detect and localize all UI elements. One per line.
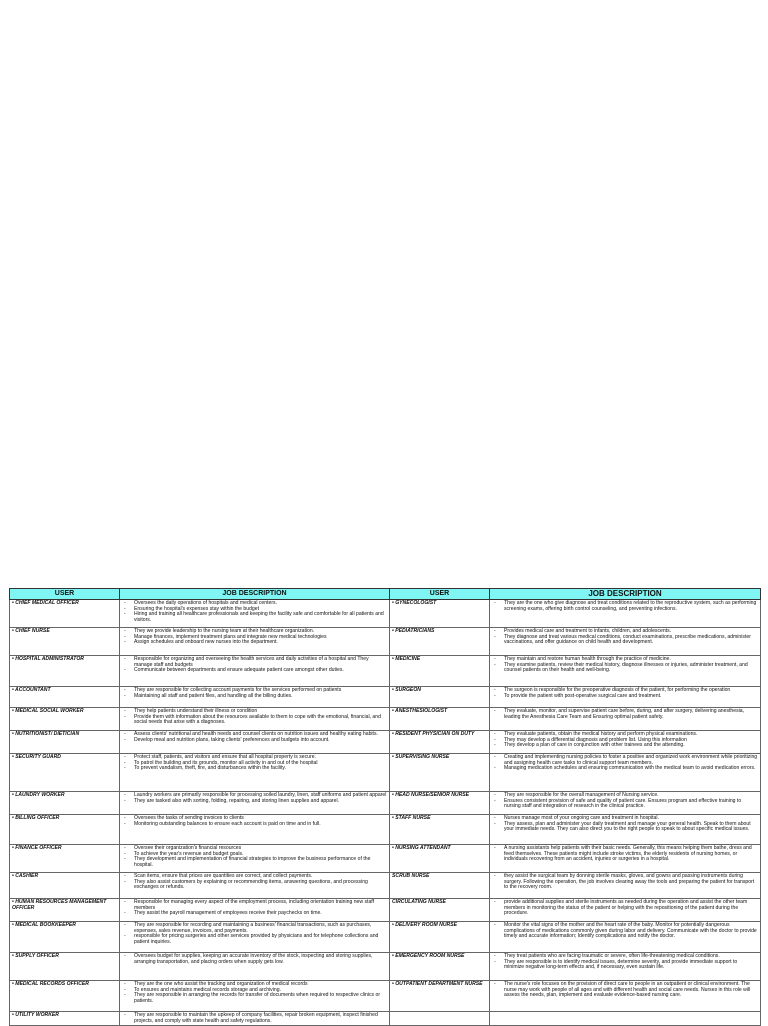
description-item: - Develop meal and nutrition plans, taking clients' preferences and budgets into account. bbox=[130, 738, 387, 744]
description-item: - They are the one who assist the tracking and organization of medical records bbox=[130, 982, 387, 988]
role-name: • CHIEF NURSE bbox=[10, 628, 120, 656]
job-description-cell bbox=[120, 731, 390, 754]
description-item: - They maintain and restore human health through the practice of medicine. bbox=[500, 657, 758, 663]
description-item: - Monitor the vital signs of the mother and the heart rate of the baby. Monitor for potentially dangerous complications of medications commonly given during labor and delivery. Communicate with the doctor to provide timely and accurate information; Identify complications and notify the doctor. bbox=[500, 923, 758, 940]
description-item: - They development and implementation of financial strategies to improve the business performance of the hospital. bbox=[130, 857, 387, 868]
description-item: - To achieve the year's revenue and budget goals. bbox=[130, 852, 387, 858]
job-description-cell bbox=[120, 687, 390, 708]
job-description-cell bbox=[490, 656, 761, 687]
table-row bbox=[10, 899, 761, 922]
table-row bbox=[10, 708, 761, 731]
job-description-cell bbox=[490, 845, 761, 873]
description-item: - They are responsible for the overall management of Nursing service. bbox=[500, 793, 758, 799]
description-item: - Managing medication schedules and ensuring communication with the medical team to avoid medication errors. bbox=[500, 766, 758, 772]
job-description-cell bbox=[490, 792, 761, 815]
table-row bbox=[10, 953, 761, 981]
description-list bbox=[492, 923, 758, 940]
table-row bbox=[10, 815, 761, 845]
header-job-description-2: JOB DESCRIPTION bbox=[490, 589, 761, 600]
description-item: - They are responsible in arranging the records for transfer of documents when required to respective clinics or patients. bbox=[130, 993, 387, 1004]
description-item: - Creating and implementing nursing policies to foster a positive and organized work environment while prioritizing and assigning health care tasks to clinical support team members. bbox=[500, 755, 758, 766]
description-item: - They assess, plan and administer your daily treatment and manage your general health. Speak to them about your immediate needs. They can also direct you to the right people to speak to about specific medical issues. bbox=[500, 822, 758, 833]
description-list bbox=[492, 709, 758, 720]
role-name: • RESIDENT PHYSICIAN ON DUTY bbox=[390, 731, 490, 754]
role-name: • HUMAN RESOURCES MANAGEMENT OFFICER bbox=[10, 899, 120, 922]
description-list bbox=[492, 657, 758, 674]
description-list bbox=[492, 601, 758, 612]
role-name: • EMERGENCY ROOM NURSE bbox=[390, 953, 490, 981]
role-name: • DELIVERY ROOM NURSE bbox=[390, 922, 490, 953]
description-item: - To provide the patient with post-operative surgical care and treatment. bbox=[500, 694, 758, 700]
description-list bbox=[492, 688, 758, 699]
job-description-cell bbox=[490, 708, 761, 731]
description-item: - Communicate between departments and ensure adequate patient care amongst other duties. bbox=[130, 668, 387, 674]
job-description-cell bbox=[120, 754, 390, 792]
description-list bbox=[492, 755, 758, 772]
description-list bbox=[492, 629, 758, 646]
description-item: - they assist the surgical team by donning sterile masks, gloves, and gowns and passing instruments during surgery. Following the operation, the job involves clearing away the tools and preparing the patient for transport to the recovery room. bbox=[500, 874, 758, 891]
description-item: - Oversees budget for supplies, keeping an accurate inventory of the stock, inspecting and storing supplies, arranging transportation, and placing orders when supply gets low. bbox=[130, 954, 387, 965]
description-list bbox=[122, 709, 387, 726]
job-description-cell bbox=[120, 815, 390, 845]
job-description-cell bbox=[490, 731, 761, 754]
description-item: - They treat patients who are facing traumatic or severe, often life-threatening medical conditions. bbox=[500, 954, 758, 960]
table-row bbox=[10, 981, 761, 1012]
job-description-cell bbox=[120, 922, 390, 953]
job-description-cell bbox=[120, 600, 390, 628]
role-name: • BILLING OFFICER bbox=[10, 815, 120, 845]
description-list bbox=[492, 954, 758, 971]
role-name: • MEDICINE bbox=[390, 656, 490, 687]
header-user: USER bbox=[10, 589, 120, 600]
job-description-table bbox=[9, 588, 761, 1026]
description-item: - To prevent vandalism, theft, fire, and disturbances within the facility. bbox=[130, 766, 387, 772]
description-item: - Scan items, ensure that prices are quantities are correct, and collect payments. bbox=[130, 874, 387, 880]
description-item: - To patrol the building and its grounds, monitor all activity in and out of the hospital bbox=[130, 761, 387, 767]
description-list bbox=[122, 900, 387, 917]
description-item: - They evaluate, monitor, and supervise patient care before, during, and after surgery, delivering anesthesia, leading the Anesthesia Care Team and Ensuring optimal patient safety. bbox=[500, 709, 758, 720]
description-item: - They evaluate patients, obtain the medical history and perform physical examinations. bbox=[500, 732, 758, 738]
description-item: - Oversees the daily operations of hospitals and medical centers. bbox=[130, 601, 387, 607]
description-item: - A nursing assistants help patients with their basic needs. Generally, this means helping them bathe, dress and feed themselves. These patients might include stroke victims, the elderly residents of nursing homes, or individuals recovering from an accident, injuries or surgeries in a hospital. bbox=[500, 846, 758, 863]
description-item: - They are tasked also with sorting, folding, repairing, and storing linen supplies and apparel. bbox=[130, 799, 387, 805]
job-description-cell bbox=[490, 754, 761, 792]
role-name: • STAFF NURSE bbox=[390, 815, 490, 845]
description-item: - The surgeon is responsible for the preoperative diagnosis of the patient, for performing the operation bbox=[500, 688, 758, 694]
description-item: - Manage finances, implement treatment plans and integrate new medical technologies bbox=[130, 635, 387, 641]
description-item: - They diagnose and treat various medical conditions, conduct examinations, prescribe medications, administer vaccinations, and offer guidance on child health and development. bbox=[500, 635, 758, 646]
table-row bbox=[10, 845, 761, 873]
description-item: - Protect staff, patients, and visitors and ensure that all hospital property is secure. bbox=[130, 755, 387, 761]
description-item: - Provide them with information about the resources available to them to cope with the emotional, financial, and social needs that arise with a diagnoses. bbox=[130, 715, 387, 726]
description-item: - Maintaining all staff and patient files, and handling all the billing duties. bbox=[130, 694, 387, 700]
job-description-cell bbox=[120, 873, 390, 899]
description-item: - They develop a plan of care in conjunction with other trainees and the attending. bbox=[500, 743, 758, 749]
role-name: • HEAD NURSE/SENIOR NURSE bbox=[390, 792, 490, 815]
description-item: - Oversees the tasks of sending invoices to clients bbox=[130, 816, 387, 822]
description-item: - They are responsible for collecting account payments for the services performed on patients bbox=[130, 688, 387, 694]
job-description-cell bbox=[490, 899, 761, 922]
description-list bbox=[122, 816, 387, 827]
table-row bbox=[10, 873, 761, 899]
job-description-cell bbox=[120, 792, 390, 815]
role-name: • OUTPATIENT DEPARTMENT NURSE bbox=[390, 981, 490, 1012]
job-description-cell bbox=[490, 981, 761, 1012]
job-description-cell bbox=[490, 628, 761, 656]
description-item: - They examine patients, review their medical history, diagnose illnesses or injuries, administer treatment, and counsel patients on their health and well-being. bbox=[500, 663, 758, 674]
job-description-cell bbox=[120, 981, 390, 1012]
role-name: • SURGEON bbox=[390, 687, 490, 708]
job-description-cell bbox=[120, 953, 390, 981]
description-list bbox=[122, 982, 387, 1004]
description-list bbox=[492, 732, 758, 749]
description-list bbox=[122, 657, 387, 674]
job-description-cell bbox=[490, 873, 761, 899]
role-name: • MEDICAL RECORDS OFFICER bbox=[10, 981, 120, 1012]
job-description-cell bbox=[120, 845, 390, 873]
description-list bbox=[492, 982, 758, 999]
header-job-description: JOB DESCRIPTION bbox=[120, 589, 390, 600]
table-body bbox=[10, 600, 761, 1026]
role-name: • NURSING ATTENDANT bbox=[390, 845, 490, 873]
description-item: - responsible for pricing surgeries and other services provided by physicians and for telephone collections and patient inquiries. bbox=[130, 934, 387, 945]
job-description-cell bbox=[490, 600, 761, 628]
description-item: - provide additional supplies and sterile instruments as needed during the operation and assist the other team members in monitoring the status of the patient or helping with the repositioning of the patient during the procedure. bbox=[500, 900, 758, 917]
table-row bbox=[10, 628, 761, 656]
description-item: - Assign schedules and onboard new nurses into the department. bbox=[130, 640, 387, 646]
role-name: • MEDICAL BOOKKEEPER bbox=[10, 922, 120, 953]
description-list bbox=[122, 601, 387, 623]
description-item: - They are responsible is to identify medical issues, determine severity, and provide immediate support to minimize negative long-term effects and, if necessary, even sustain life. bbox=[500, 960, 758, 971]
description-item: - To ensures and maintains medical records storage and archiving. bbox=[130, 988, 387, 994]
job-description-cell bbox=[490, 922, 761, 953]
table-row bbox=[10, 600, 761, 628]
description-item: - Oversee their organization's financial resources bbox=[130, 846, 387, 852]
description-item: - Hiring and training all healthcare professionals and keeping the facility safe and comfortable for all patients and visitors. bbox=[130, 612, 387, 623]
description-item: - They are responsible for recording and maintaining a business' financial transactions, such as purchases, expenses, sales revenue, invoices, and payments. bbox=[130, 923, 387, 934]
role-name: • LAUNDRY WORKER bbox=[10, 792, 120, 815]
description-list bbox=[122, 1013, 387, 1024]
description-list bbox=[122, 732, 387, 743]
role-name: • ACCOUNTANT bbox=[10, 687, 120, 708]
job-description-cell bbox=[120, 628, 390, 656]
description-list bbox=[492, 900, 758, 917]
table-row bbox=[10, 922, 761, 953]
role-name: • SUPERVISING NURSE bbox=[390, 754, 490, 792]
job-description-cell bbox=[120, 899, 390, 922]
description-list bbox=[122, 923, 387, 945]
job-description-cell bbox=[490, 687, 761, 708]
table-row bbox=[10, 792, 761, 815]
description-item: - Ensures consistent provision of safe and quality of patient care. Ensures program and effective training to nursing staff and integration of research in the clinical practice. bbox=[500, 799, 758, 810]
table-row bbox=[10, 656, 761, 687]
description-item: - They are responsible to maintain the upkeep of company facilities, repair broken equipment, inspect finished projects, and comply with state health and safety regulations. bbox=[130, 1013, 387, 1024]
description-item: - The nurse's role focuses on the provision of direct care to people in an outpatient or clinical environment. The nurse may work with people of all ages and with different health and social care needs. Nurses in this role will assess the needs, plan, implement and evaluate evidence-based nursing care. bbox=[500, 982, 758, 999]
description-list bbox=[122, 846, 387, 868]
description-item: - Monitoring outstanding balances to ensure each account is paid on time and in full. bbox=[130, 822, 387, 828]
description-item: - Nurses manage most of your ongoing care and treatment in hospital. bbox=[500, 816, 758, 822]
description-list bbox=[492, 793, 758, 810]
description-item: - Responsible for organizing and overseeing the health services and daily activities of a hospital and They manage staff and budgets bbox=[130, 657, 387, 668]
role-name: • SUPPLY OFFICER bbox=[10, 953, 120, 981]
role-name: • CHIEF MEDICAL OFFICER bbox=[10, 600, 120, 628]
role-name: • UTILITY WORKER bbox=[10, 1012, 120, 1026]
description-item: - Laundry workers are primarily responsible for processing soiled laundry, linen, staff uniforms and patient apparel bbox=[130, 793, 387, 799]
description-item: - They help patients understand their illness or condition bbox=[130, 709, 387, 715]
description-item: - Assess clients' nutritional and health needs and counsel clients on nutrition issues and healthy eating habits. bbox=[130, 732, 387, 738]
table-header-row bbox=[10, 589, 761, 600]
job-description-cell bbox=[120, 656, 390, 687]
role-name: • SECURITY GUARD bbox=[10, 754, 120, 792]
job-description-cell bbox=[120, 708, 390, 731]
description-list bbox=[492, 874, 758, 891]
role-name: • ANESTHESIOLOGIST bbox=[390, 708, 490, 731]
table-row bbox=[10, 731, 761, 754]
description-list bbox=[122, 629, 387, 646]
description-item: - They may develop a differential diagnosis and problem list. Using this information bbox=[500, 738, 758, 744]
description-item: - They assist the payroll management of employees receive their paychecks on time. bbox=[130, 911, 387, 917]
role-name: • MEDICAL SOCIAL WORKER bbox=[10, 708, 120, 731]
description-list bbox=[492, 846, 758, 863]
role-name: • PEDIATRICIANS bbox=[390, 628, 490, 656]
table-row bbox=[10, 754, 761, 792]
job-description-cell bbox=[490, 815, 761, 845]
header-user-2: USER bbox=[390, 589, 490, 600]
description-list bbox=[122, 793, 387, 804]
role-name: • GYNECOLOGIST bbox=[390, 600, 490, 628]
description-item: - They we provide leadership to the nursing team at their healthcare organization. bbox=[130, 629, 387, 635]
description-list bbox=[122, 688, 387, 699]
description-item: - They are the one who give diagnose and treat conditions related to the reproductive system, such as performing screening exams, offering birth control counseling, and preventing infections. bbox=[500, 601, 758, 612]
role-name: • NUTRITIONIST/ DIETICIAN bbox=[10, 731, 120, 754]
description-item: - Responsible for managing every aspect of the employment process, including orientation training new staff members bbox=[130, 900, 387, 911]
description-list bbox=[122, 755, 387, 772]
description-item: - Provides medical care and treatment to infants, children, and adolescents. bbox=[500, 629, 758, 635]
description-list bbox=[122, 874, 387, 891]
table-row bbox=[10, 687, 761, 708]
role-name: • HOSPITAL ADMINISTRATOR bbox=[10, 656, 120, 687]
role-name: • CASHIER bbox=[10, 873, 120, 899]
role-name: CIRCULATING NURSE bbox=[390, 899, 490, 922]
role-name: • FINANCE OFFICER bbox=[10, 845, 120, 873]
role-name: SCRUB NURSE bbox=[390, 873, 490, 899]
description-list bbox=[492, 816, 758, 833]
description-item: - Ensuring the hospital's expenses stay within the budget bbox=[130, 607, 387, 613]
job-description-cell bbox=[490, 953, 761, 981]
description-list bbox=[122, 954, 387, 965]
description-item: - They also assist customers by explaining or recommending items, answering questions, and processing exchanges or refunds. bbox=[130, 880, 387, 891]
